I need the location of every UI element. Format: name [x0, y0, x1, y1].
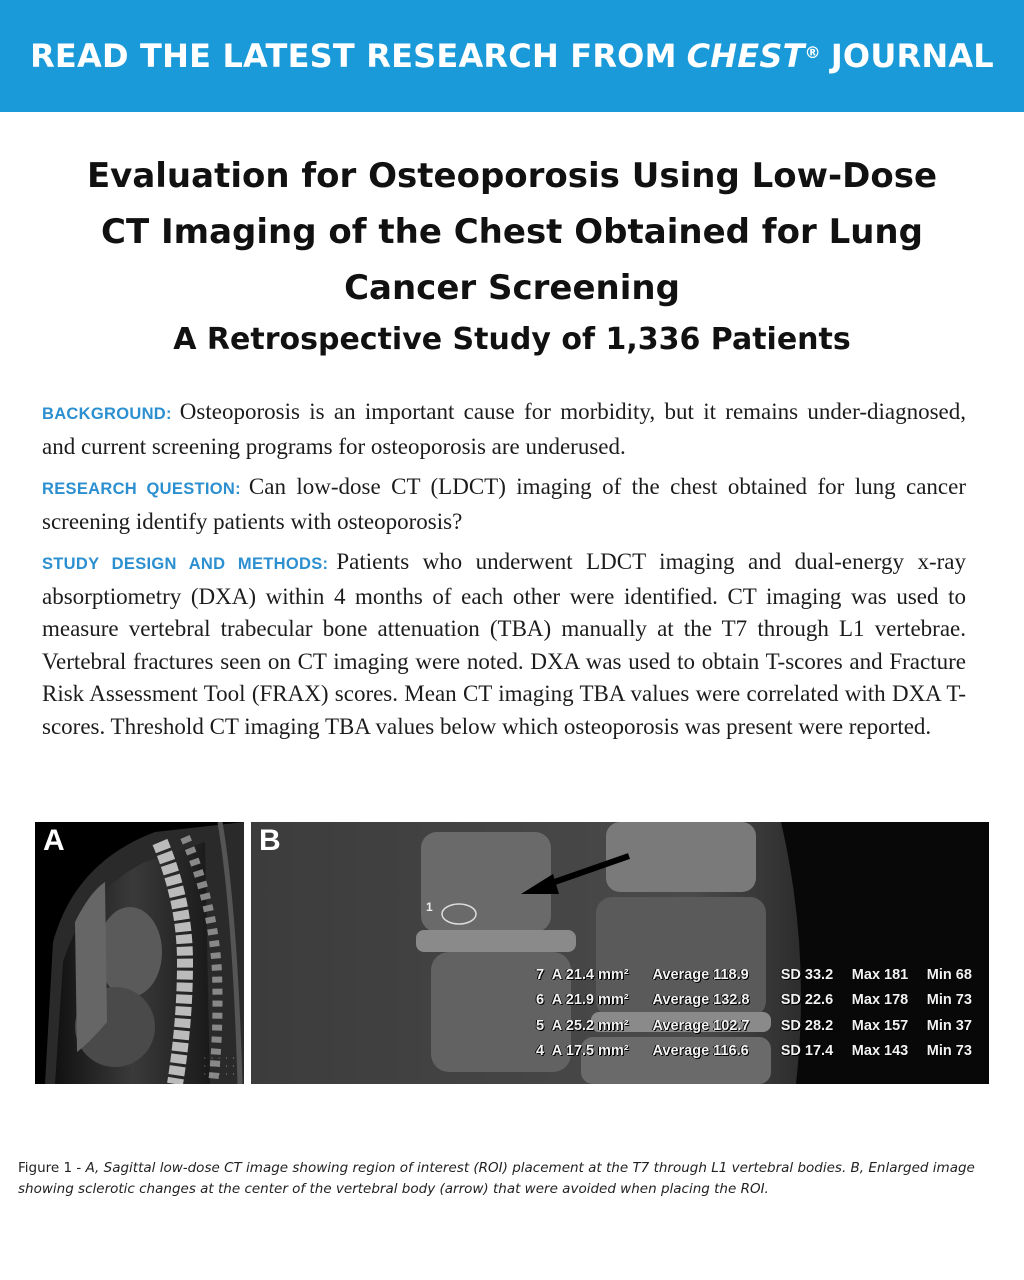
roi-num: 4	[536, 1043, 545, 1060]
roi-max: Max 143	[851, 1043, 909, 1060]
roi-sd: SD 28.2	[780, 1017, 834, 1034]
background-label: BACKGROUND:	[42, 405, 172, 423]
svg-text:· · · · ·: · · · · ·	[203, 1063, 236, 1070]
roi-area: A 21.9 mm²	[551, 992, 629, 1009]
research-question-text: Can low-dose CT (LDCT) imaging of the chest obtained for lung cancer screening identify patients with osteoporosis?	[42, 474, 966, 534]
roi-area: A 21.4 mm²	[551, 966, 629, 983]
abstract-background	[42, 396, 966, 463]
panel-a-label: A	[43, 824, 65, 857]
roi-average: Average 118.9	[652, 966, 749, 983]
roi-num: 6	[536, 992, 545, 1009]
roi-min: Min 68	[926, 966, 972, 983]
roi-area: A 17.5 mm²	[551, 1043, 629, 1060]
roi-average: Average 102.7	[652, 1017, 750, 1034]
roi-max: Max 181	[851, 966, 909, 983]
roi-average: Average 116.6	[652, 1043, 749, 1060]
roi-max: Max 157	[851, 1017, 909, 1034]
roi-sd: SD 33.2	[780, 966, 834, 983]
background-text: Osteoporosis is an important cause for morbidity, but it remains under-diagnosed, and current screening programs for osteoporosis are underused.	[42, 399, 966, 459]
figure-panel-b	[251, 822, 989, 1084]
svg-text:· · · · ·: · · · · ·	[203, 1071, 236, 1078]
roi-row	[536, 1039, 986, 1065]
roi-average: Average 132.8	[652, 992, 750, 1009]
caption-prefix: Figure 1 -	[18, 1160, 86, 1176]
banner-journal-name: CHEST	[686, 37, 805, 75]
banner-text-prefix: READ THE LATEST RESEARCH FROM	[30, 37, 677, 75]
figure-panel-a	[35, 822, 244, 1084]
roi-sd: SD 22.6	[780, 992, 834, 1009]
caption-text: A, Sagittal low-dose CT image showing region of interest (ROI) placement at the T7 through L1 vertebral bodies. B, Enlarged image showing sclerotic changes at the center of the vertebral body (arrow) that were avoided when placing the ROI.	[18, 1160, 975, 1197]
roi-max: Max 178	[851, 992, 909, 1009]
registered-mark: ®	[804, 42, 821, 62]
roi-measurement-table	[536, 962, 986, 1064]
banner-text-suffix: JOURNAL	[830, 37, 994, 75]
svg-text:· · · · ·: · · · · ·	[203, 1055, 236, 1062]
roi-row	[536, 1013, 986, 1039]
header-banner	[0, 0, 1024, 112]
roi-num: 7	[536, 966, 545, 983]
roi-num: 5	[536, 1017, 545, 1034]
article-subtitle: A Retrospective Study of 1,336 Patients	[173, 322, 851, 357]
sagittal-ct-image	[35, 822, 244, 1084]
roi-min: Min 73	[926, 992, 972, 1009]
abstract	[42, 396, 966, 751]
roi-area: A 25.2 mm²	[551, 1017, 629, 1034]
roi-row	[536, 988, 986, 1014]
abstract-study-design	[42, 546, 966, 743]
roi-row	[536, 962, 986, 988]
roi-min: Min 73	[926, 1043, 972, 1060]
research-question-label: RESEARCH QUESTION:	[42, 480, 241, 498]
panel-b-label: B	[259, 824, 281, 857]
study-design-label: STUDY DESIGN AND METHODS:	[42, 555, 329, 573]
article-title: Evaluation for Osteoporosis Using Low-Dose CT Imaging of the Chest Obtained for Lung Cancer Screening	[86, 156, 938, 308]
figure-caption	[18, 1158, 998, 1200]
abstract-research-question	[42, 471, 966, 538]
roi-min: Min 37	[926, 1017, 972, 1034]
roi-sd: SD 17.4	[780, 1043, 834, 1060]
study-design-text: Patients who underwent LDCT imaging and dual-energy x-ray absorptiometry (DXA) within 4 months of each other were identified. CT imaging was used to measure vertebral trabecular bone attenuation (TBA) manually at the T7 through L1 vertebrae. Vertebral fractures seen on CT imaging were noted. DXA was used to obtain T-scores and Fracture Risk Assessment Tool (FRAX) scores. Mean CT imaging TBA values were correlated with DXA T-scores. Threshold CT imaging TBA values below which osteoporosis was present were reported.	[42, 549, 966, 739]
roi-marker-label: 1	[426, 900, 433, 914]
